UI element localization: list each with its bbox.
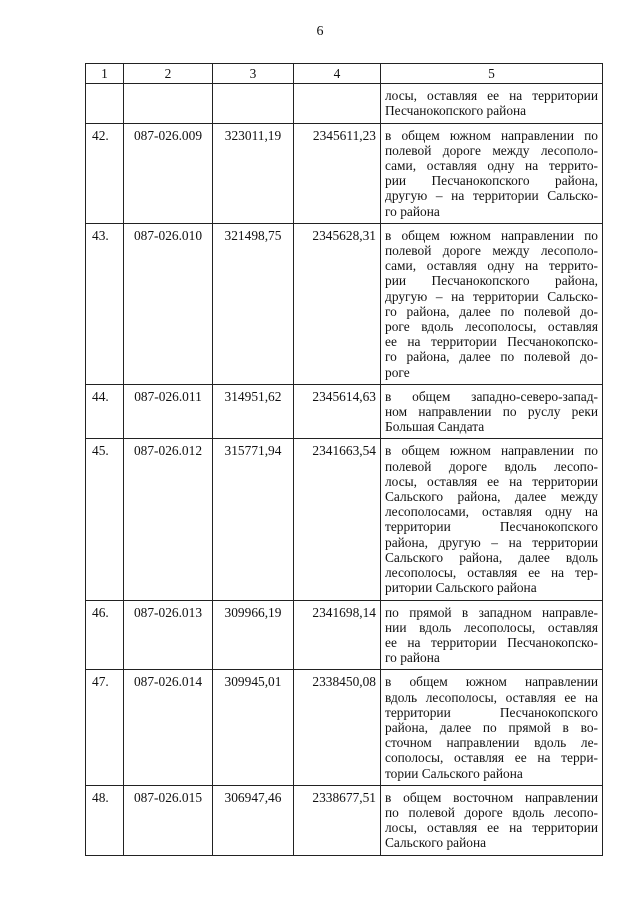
- boundary-description: [381, 439, 603, 600]
- row-number: 47.: [86, 670, 124, 785]
- header-col-2: 2: [124, 64, 213, 84]
- table-row: [86, 785, 603, 855]
- boundary-description: [381, 123, 603, 223]
- coordinate-x: 323011,19: [213, 123, 294, 223]
- description-line: сточном направлении вдоль ле-: [385, 735, 598, 751]
- row-number: 46.: [86, 600, 124, 670]
- boundary-description: [381, 223, 603, 384]
- table-row: [86, 670, 603, 785]
- description-line: по прямой в западном направле-: [385, 604, 598, 620]
- coordinate-y: 2345628,31: [294, 223, 381, 384]
- coordinate-x: [213, 84, 294, 123]
- row-number: 48.: [86, 785, 124, 855]
- coordinate-y: 2341663,54: [294, 439, 381, 600]
- description-line: лесополосами, оставляя одну на: [385, 504, 598, 520]
- description-line: вдоль лесополосы, оставляя ее на: [385, 689, 598, 705]
- description-line: в общем южном направлении по: [385, 443, 598, 459]
- description-line: сами, оставляя одну на террито-: [385, 258, 598, 274]
- boundary-description: [381, 384, 603, 439]
- boundary-description: [381, 84, 603, 123]
- row-number: 43.: [86, 223, 124, 384]
- point-code: 087-026.012: [124, 439, 213, 600]
- page-number: 6: [316, 24, 324, 39]
- point-code: 087-026.009: [124, 123, 213, 223]
- boundary-table: [85, 63, 603, 856]
- description-line: го района: [385, 203, 440, 219]
- description-line: в общем восточном направлении: [385, 789, 598, 805]
- description-line: по полевой дороге вдоль лесопо-: [385, 804, 598, 820]
- table-row: [86, 123, 603, 223]
- coordinate-y: 2338677,51: [294, 785, 381, 855]
- coordinate-x: 309966,19: [213, 600, 294, 670]
- coordinate-y: [294, 84, 381, 123]
- header-col-3: 3: [213, 64, 294, 84]
- table-row: [86, 84, 603, 123]
- description-line: го района, далее по полевой до-: [385, 303, 598, 319]
- coordinate-x: 315771,94: [213, 439, 294, 600]
- description-line: нии вдоль лесополосы, оставляя: [385, 619, 598, 635]
- row-number: 44.: [86, 384, 124, 439]
- coordinate-x: 309945,01: [213, 670, 294, 785]
- header-col-4: 4: [294, 64, 381, 84]
- point-code: 087-026.010: [124, 223, 213, 384]
- description-line: лосы, оставляя ее на территории: [385, 88, 598, 104]
- table-row: [86, 223, 603, 384]
- description-line: тории Сальского района: [385, 765, 523, 781]
- description-line: Сальского района, далее между: [385, 489, 598, 505]
- description-line: рии Песчанокопского района,: [385, 273, 598, 289]
- description-line: ритории Сальского района: [385, 580, 537, 596]
- description-line: Сальского района, далее вдоль: [385, 549, 598, 565]
- description-line: ее на территории Песчанокопско-: [385, 334, 598, 350]
- description-line: лосы, оставляя ее на территории: [385, 473, 598, 489]
- coordinate-y: 2338450,08: [294, 670, 381, 785]
- table-row: [86, 384, 603, 439]
- point-code: 087-026.015: [124, 785, 213, 855]
- description-line: го района: [385, 650, 440, 666]
- description-line: полевой дороге между лесополо-: [385, 243, 598, 259]
- table-row: [86, 600, 603, 670]
- header-col-5: 5: [381, 64, 603, 84]
- description-line: лосы, оставляя ее на территории: [385, 820, 598, 836]
- description-line: го района, далее по полевой до-: [385, 349, 598, 365]
- boundary-description: [381, 785, 603, 855]
- description-line: другую – на территории Сальско-: [385, 288, 598, 304]
- description-line: лесополосы, оставляя ее на тер-: [385, 565, 598, 581]
- description-line: роге: [385, 364, 410, 380]
- description-line: в общем западно-северо-запад-: [385, 388, 598, 404]
- coordinate-x: 321498,75: [213, 223, 294, 384]
- description-line: Большая Сандата: [385, 419, 485, 435]
- description-line: Сальского района: [385, 835, 487, 851]
- description-line: роге вдоль лесополосы, оставляя: [385, 319, 598, 335]
- description-line: территории Песчанокопского: [385, 519, 598, 535]
- coordinate-y: 2345611,23: [294, 123, 381, 223]
- boundary-description: [381, 670, 603, 785]
- description-line: сополосы, оставляя ее на терри-: [385, 750, 598, 766]
- description-line: полевой дороге вдоль лесопо-: [385, 458, 598, 474]
- point-code: 087-026.014: [124, 670, 213, 785]
- description-line: другую – на территории Сальско-: [385, 188, 598, 204]
- description-line: в общем южном направлении: [385, 674, 598, 690]
- point-code: 087-026.011: [124, 384, 213, 439]
- description-line: в общем южном направлении по: [385, 227, 598, 243]
- description-line: ее на территории Песчанокопско-: [385, 634, 598, 650]
- coordinate-x: 306947,46: [213, 785, 294, 855]
- row-number: 42.: [86, 123, 124, 223]
- table-header-row: [86, 64, 603, 84]
- coordinate-y: 2345614,63: [294, 384, 381, 439]
- point-code: [124, 84, 213, 123]
- header-col-1: 1: [86, 64, 124, 84]
- description-line: района, другую – на территории: [385, 534, 598, 550]
- description-line: сами, оставляя одну на террито-: [385, 158, 598, 174]
- coordinate-x: 314951,62: [213, 384, 294, 439]
- boundary-description: [381, 600, 603, 670]
- description-line: ном направлении по руслу реки: [385, 404, 598, 420]
- description-line: в общем южном направлении по: [385, 127, 598, 143]
- coordinate-y: 2341698,14: [294, 600, 381, 670]
- description-line: полевой дороге между лесополо-: [385, 142, 598, 158]
- table-row: [86, 439, 603, 600]
- row-number: 45.: [86, 439, 124, 600]
- description-line: рии Песчанокопского района,: [385, 173, 598, 189]
- description-line: Песчанокопского района: [385, 103, 527, 119]
- description-line: территории Песчанокопского: [385, 704, 598, 720]
- description-line: района, далее по прямой в во-: [385, 719, 598, 735]
- point-code: 087-026.013: [124, 600, 213, 670]
- row-number: [86, 84, 124, 123]
